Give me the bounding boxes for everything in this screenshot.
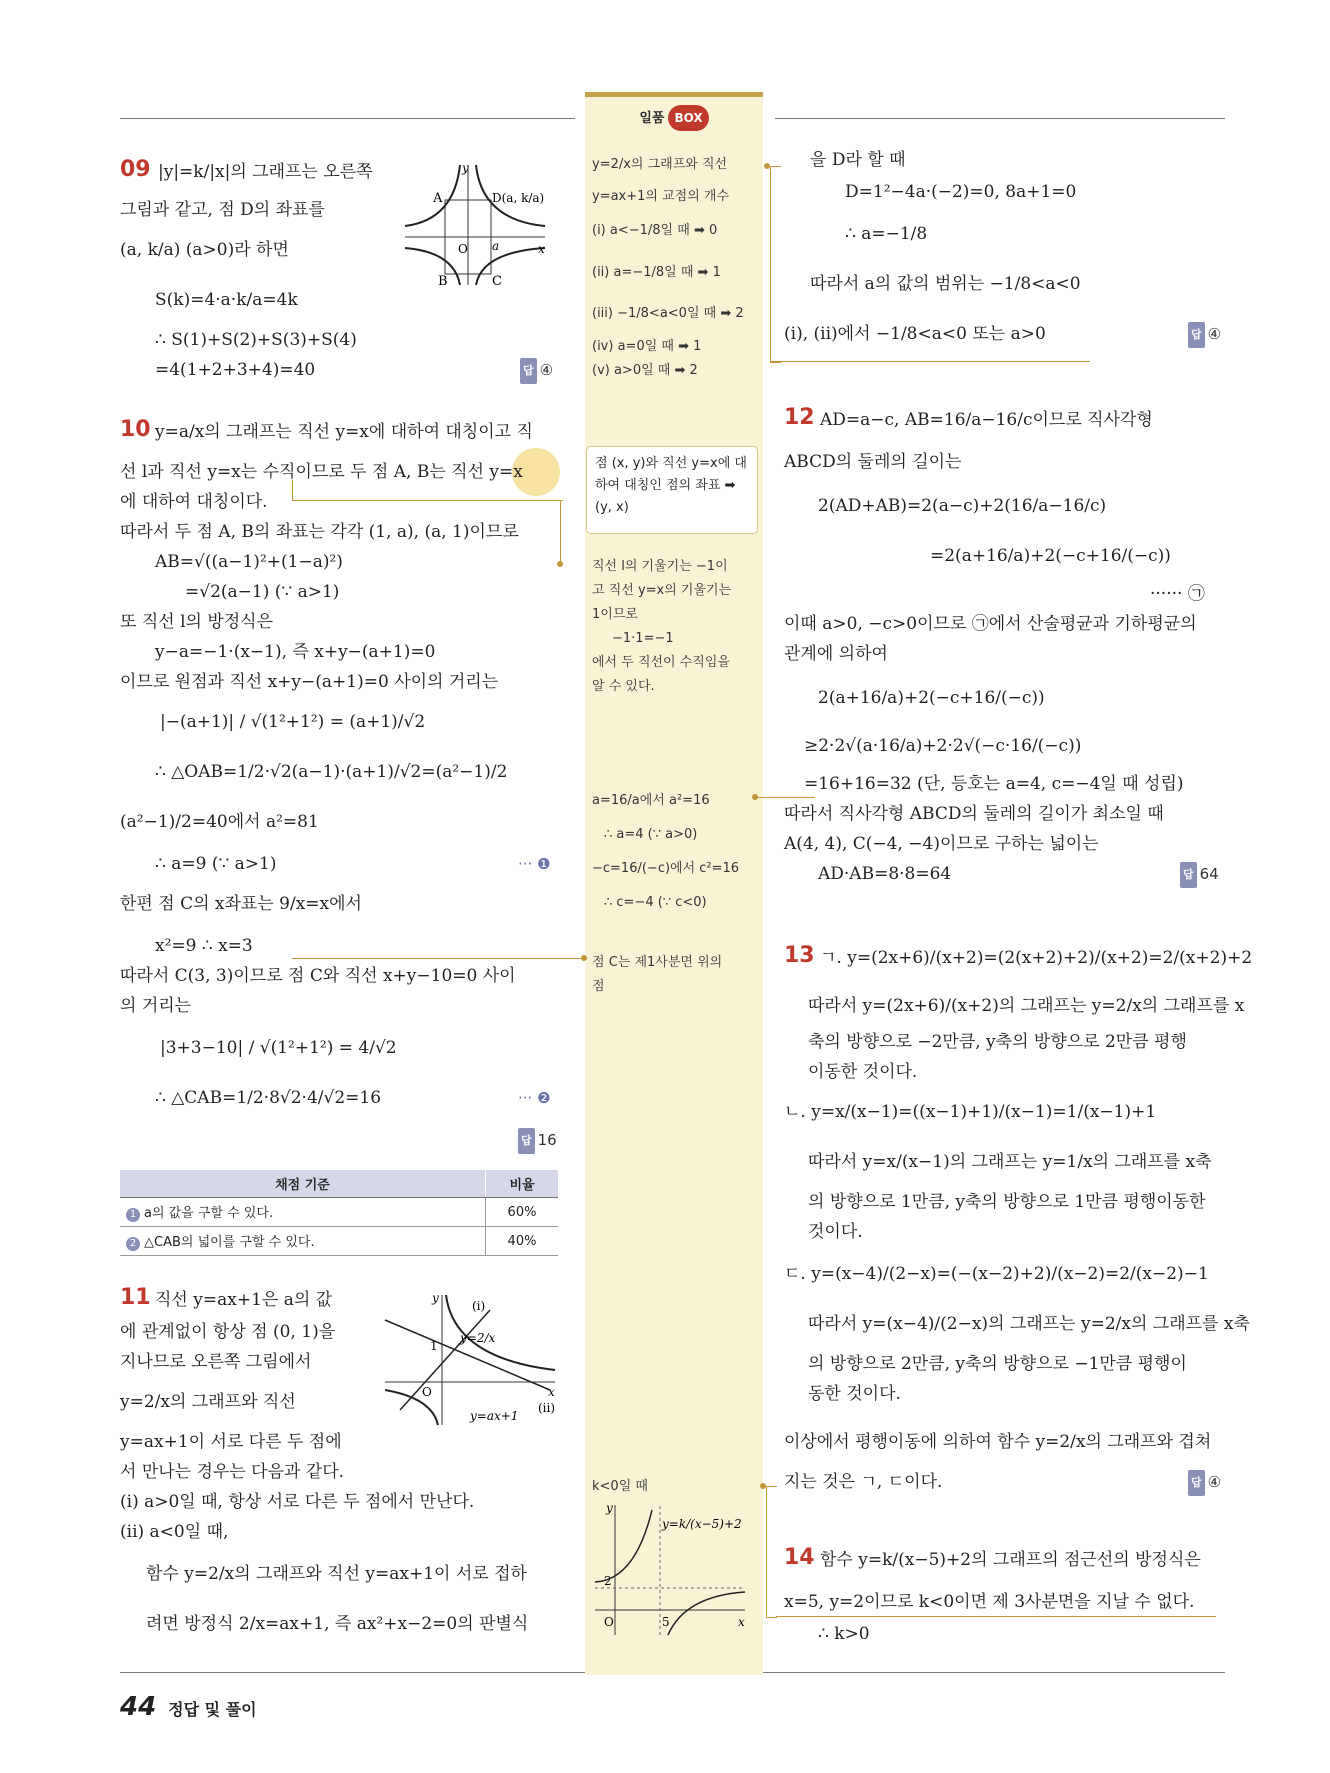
score-text-2: △CAB의 넓이를 구할 수 있다. (144, 1235, 315, 1250)
rt-line-4: (i), (ii)에서 −1/8<a<0 또는 a>0 (784, 324, 1046, 344)
graph11-x: x (548, 1385, 555, 1399)
box-title (585, 97, 763, 131)
p10-line-3: 따라서 두 점 A, B의 좌표는 각각 (1, a), (a, 1)이므로 (120, 522, 519, 542)
p09-line-3: S(k)=4·a·k/a=4k (155, 290, 298, 310)
p11-line-5: 서 만나는 경우는 다음과 같다. (120, 1462, 345, 1482)
connector-14-underline (776, 1616, 1216, 1617)
p11-line-1: 에 관계없이 항상 점 (0, 1)을 (120, 1322, 336, 1342)
sidebar-s1-1: y=ax+1의 교점의 개수 (592, 189, 730, 204)
p11-line-6: (i) a>0일 때, 항상 서로 다른 두 점에서 만난다. (120, 1492, 475, 1512)
p14-line-1: x=5, y=2이므로 k<0이면 제 3사분면을 지날 수 없다. (784, 1592, 1195, 1612)
p10-line-14: x²=9 ∴ x=3 (155, 936, 253, 956)
problem-10-number: 10 (120, 417, 151, 442)
connector-dot (581, 955, 587, 961)
sidebar-s3-3: ∴ c=−4 (∵ c<0) (604, 895, 707, 910)
sidebar-s3-2: −c=16/(−c)에서 c²=16 (592, 861, 740, 876)
graph-p09 (400, 160, 550, 290)
score-ratio-1: 60% (486, 1198, 559, 1227)
p12-line-9: =16+16=32 (단, 등호는 a=4, c=−4일 때 성립) (804, 774, 1184, 794)
box-title-text: 일품 (639, 111, 665, 126)
graph9-o: O (458, 242, 468, 256)
graph5-y-label: y (606, 1501, 613, 1515)
p13-answer-value: ④ (1207, 1473, 1222, 1491)
p11-line-4: y=ax+1이 서로 다른 두 점에 (120, 1432, 342, 1452)
problem-12-number: 12 (784, 405, 815, 430)
p13-line-3: 이동한 것이다. (808, 1062, 918, 1082)
p09-line-1: 그림과 같고, 점 D의 좌표를 (120, 200, 325, 220)
p10-marker-1: ··· ❶ (518, 855, 551, 873)
p09-line-4: ∴ S(1)+S(2)+S(3)+S(4) (155, 330, 357, 350)
graph5-five: 5 (662, 1615, 670, 1629)
ilpum-box-sidebar (585, 92, 763, 1675)
connector-14-s5 (766, 1486, 777, 1618)
graph-p11 (380, 1290, 560, 1430)
p12-line-4: ······ ㉠ (1150, 584, 1205, 604)
p12-line-6: 관계에 의하여 (784, 644, 888, 664)
p09-line-5: =4(1+2+3+4)=40 (155, 360, 316, 380)
p09-answer-value: ④ (539, 361, 554, 379)
connector-12-s3 (755, 797, 815, 798)
p13-line-10: 의 방향으로 2만큼, y축의 방향으로 −1만큼 평행이 (808, 1354, 1187, 1374)
graph9-x: x (538, 242, 545, 256)
problem-13-number: 13 (784, 943, 815, 968)
score-header-ratio: 비율 (486, 1170, 559, 1198)
p13-line-5: 따라서 y=x/(x−1)의 그래프는 y=1/x의 그래프를 x축 (808, 1152, 1212, 1172)
sidebar-s1-2: (i) a<−1/8일 때 ➡ 0 (592, 223, 718, 238)
p12-line-11: A(4, 4), C(−4, −4)이므로 구하는 넓이는 (784, 834, 1099, 854)
p10-line-0: y=a/x의 그래프는 직선 y=x에 대하여 대칭이고 직 (155, 422, 533, 442)
p10-line-16: 의 거리는 (120, 996, 192, 1016)
sidebar-s3-1: ∴ a=4 (∵ a>0) (604, 827, 698, 842)
p13-line-0: ㄱ. y=(2x+6)/(x+2)=(2(x+2)+2)/(x+2)=2/(x+2)+2 (820, 948, 1253, 968)
p13-line-12: 이상에서 평행이동에 의하여 함수 y=2/x의 그래프와 겹쳐 (784, 1432, 1212, 1452)
graph11-o: O (422, 1385, 432, 1399)
rt-answer: 답 ④ (1188, 322, 1221, 348)
p12-answer-value: 64 (1199, 865, 1219, 883)
graph11-line: y=ax+1 (470, 1409, 519, 1423)
p09-line-0: |y|=k/|x|의 그래프는 오른쪽 (158, 162, 373, 182)
p12-line-10: 따라서 직사각형 ABCD의 둘레의 길이가 최소일 때 (784, 804, 1164, 824)
p10-line-6: 또 직선 l의 방정식은 (120, 612, 274, 632)
sidebar-s4-0: 점 C는 제1사분면 위의 (592, 955, 723, 970)
score-table (120, 1170, 558, 1256)
graph5-two: 2 (604, 1574, 612, 1588)
score-ratio-2: 40% (486, 1227, 559, 1256)
connector-10-s4 (292, 958, 584, 959)
connector-10-s2 (560, 500, 561, 564)
graph9-y: y (462, 161, 469, 175)
p14-line-2: ∴ k>0 (818, 1624, 870, 1644)
p13-line-6: 의 방향으로 1만큼, y축의 방향으로 1만큼 평행이동한 (808, 1192, 1206, 1212)
p12-line-1: ABCD의 둘레의 길이는 (784, 452, 962, 472)
connector-dot (764, 163, 770, 169)
graph9-A: A (433, 191, 443, 206)
table-row (120, 1198, 558, 1227)
graph5-x-label: x (738, 1615, 745, 1629)
problem-14-number: 14 (784, 1545, 815, 1570)
score-header-criteria: 채점 기준 (120, 1170, 486, 1198)
rt-line-2: ∴ a=−1/8 (845, 224, 928, 244)
graph9-a: a (492, 239, 500, 253)
p10-line-10: ∴ △OAB=1/2·√2(a−1)·(a+1)/√2=(a²−1)/2 (155, 762, 508, 782)
p12-line-5: 이때 a>0, −c>0이므로 ㉠에서 산술평균과 기하평균의 (784, 614, 1197, 634)
graph11-curve: y=2/x (460, 1331, 496, 1345)
graph9-D: D(a, k/a) (492, 191, 545, 205)
p10-answer: 답 16 (518, 1128, 557, 1154)
graph11-ii: (ii) (538, 1401, 556, 1415)
p10-line-18: ∴ △CAB=1/2·8√2·4/√2=16 (155, 1088, 382, 1108)
p11-line-2: 지나므로 오른쪽 그림에서 (120, 1352, 312, 1372)
p11-line-9: 려면 방정식 2/x=ax+1, 즉 ax²+x−2=0의 판별식 (146, 1614, 529, 1634)
p11-line-0: 직선 y=ax+1은 a의 값 (155, 1290, 333, 1310)
p09-line-2: (a, k/a) (a>0)라 하면 (120, 240, 289, 260)
p13-line-4: ㄴ. y=x/(x−1)=((x−1)+1)/(x−1)=1/(x−1)+1 (784, 1102, 1157, 1122)
sidebar-s2-4: 에서 두 직선이 수직임을 (592, 655, 730, 670)
p10-line-4: AB=√((a−1)²+(1−a)²) (155, 552, 343, 572)
page-number: 44 (120, 1692, 157, 1722)
header-rule-right (775, 118, 1225, 119)
p14-line-0: 함수 y=k/(x−5)+2의 그래프의 점근선의 방정식은 (820, 1550, 1201, 1570)
p11-line-7: (ii) a<0일 때, (120, 1522, 229, 1542)
p10-line-15: 따라서 C(3, 3)이므로 점 C와 직선 x+y−10=0 사이 (120, 966, 516, 986)
graph11-one: 1 (430, 1339, 438, 1353)
p09-answer: 답 ④ (520, 358, 553, 384)
score-mark-2: 2 (126, 1237, 140, 1251)
p12-line-0: AD=a−c, AB=16/a−16/c이므로 직사각형 (820, 410, 1153, 430)
graph9-C: C (492, 274, 502, 289)
rt-answer-value: ④ (1207, 325, 1222, 343)
graph5-origin: O (604, 1615, 614, 1629)
p10-answer-value: 16 (537, 1131, 557, 1149)
sidebar-s1-5: (iv) a=0일 때 ➡ 1 (592, 339, 702, 354)
sidebar-s1-6: (v) a>0일 때 ➡ 2 (592, 363, 698, 378)
p13-answer: 답 ④ (1188, 1470, 1221, 1496)
page-footer (120, 1692, 257, 1722)
p10-line-9: |−(a+1)| / √(1²+1²) = (a+1)/√2 (160, 712, 426, 732)
p10-line-2: 에 대하여 대칭이다. (120, 492, 268, 512)
sidebar-s2-5: 알 수 있다. (592, 679, 655, 694)
rt-line-3: 따라서 a의 값의 범위는 −1/8<a<0 (810, 274, 1081, 294)
p13-line-7: 것이다. (808, 1222, 863, 1242)
p12-answer: 답 64 (1180, 862, 1219, 888)
p10-line-5: =√2(a−1) (∵ a>1) (185, 582, 340, 602)
connector-dot (760, 1483, 766, 1489)
graph5-curve-label: y=k/(x−5)+2 (662, 1517, 742, 1531)
score-mark-1: 1 (126, 1208, 140, 1222)
p13-line-13: 지는 것은 ㄱ, ㄷ이다. (784, 1472, 943, 1492)
problem-09-number: 09 (120, 157, 151, 182)
sidebar-s4-1: 점 (592, 979, 605, 994)
p12-line-2: 2(AD+AB)=2(a−c)+2(16/a−16/c) (818, 496, 1107, 516)
graph-k-negative (590, 1500, 750, 1640)
box-badge: BOX (668, 105, 708, 131)
p13-line-9: 따라서 y=(x−4)/(2−x)의 그래프는 y=2/x의 그래프를 x축 (808, 1314, 1250, 1334)
sidebar-s5-title: k<0일 때 (592, 1479, 648, 1494)
p10-line-13: 한편 점 C의 x좌표는 9/x=x에서 (120, 894, 362, 914)
p12-line-8: ≥2·2√(a·16/a)+2·2√(−c·16/(−c)) (804, 736, 1082, 756)
p12-line-7: 2(a+16/a)+2(−c+16/(−c)) (818, 688, 1045, 708)
rt-line-0: 을 D라 할 때 (810, 150, 906, 170)
graph9-B: B (438, 274, 448, 289)
sidebar-s1-4: (iii) −1/8<a<0일 때 ➡ 2 (592, 306, 744, 321)
sidebar-s1-0: y=2/x의 그래프와 직선 (592, 157, 728, 172)
note-symmetric-point: 점 (x, y)와 직선 y=x에 대하여 대칭인 점의 좌표 ➡ (y, x) (586, 446, 758, 534)
sidebar-s1-3: (ii) a=−1/8일 때 ➡ 1 (592, 265, 721, 280)
p12-line-3: =2(a+16/a)+2(−c+16/(−c)) (930, 546, 1171, 566)
footer-label: 정답 및 풀이 (168, 1700, 257, 1719)
p10-line-8: 이므로 원점과 직선 x+y−(a+1)=0 사이의 거리는 (120, 672, 499, 692)
problem-11-number: 11 (120, 1285, 151, 1310)
sidebar-s2-1: 고 직선 y=x의 기울기는 (592, 583, 732, 598)
p11-line-8: 함수 y=2/x의 그래프와 직선 y=ax+1이 서로 접하 (146, 1564, 527, 1584)
graph11-y: y (432, 1291, 439, 1305)
sidebar-s2-0: 직선 l의 기울기는 −1이 (592, 559, 728, 574)
sidebar-s3-0: a=16/a에서 a²=16 (592, 793, 710, 808)
p10-line-7: y−a=−1·(x−1), 즉 x+y−(a+1)=0 (155, 642, 436, 662)
header-rule-left (120, 118, 575, 119)
p13-line-11: 동한 것이다. (808, 1384, 901, 1404)
connector-11-sidebar (770, 166, 781, 363)
p10-line-11: (a²−1)/2=40에서 a²=81 (120, 812, 319, 832)
p10-marker-2: ··· ❷ (518, 1089, 551, 1107)
score-text-1: a의 값을 구할 수 있다. (144, 1206, 274, 1221)
p12-line-12: AD·AB=8·8=64 (818, 864, 952, 884)
connector-bottom-right (770, 361, 1090, 362)
connector-dot (557, 561, 563, 567)
sidebar-s2-2: 1이므로 (592, 607, 638, 622)
table-row (120, 1227, 558, 1256)
sidebar-s2-3: −1·1=−1 (612, 631, 674, 646)
p11-line-3: y=2/x의 그래프와 직선 (120, 1392, 296, 1412)
graph11-i: (i) (472, 1299, 486, 1313)
p10-line-12: ∴ a=9 (∵ a>1) (155, 854, 277, 874)
p13-line-8: ㄷ. y=(x−4)/(2−x)=(−(x−2)+2)/(x−2)=2/(x−2)−1 (784, 1264, 1209, 1284)
p10-line-1: 선 l과 직선 y=x는 수직이므로 두 점 A, B는 직선 y=x (120, 462, 523, 482)
p10-line-17: |3+3−10| / √(1²+1²) = 4/√2 (160, 1038, 397, 1058)
rt-line-1: D=1²−4a·(−2)=0, 8a+1=0 (845, 182, 1077, 202)
p13-line-2: 축의 방향으로 −2만큼, y축의 방향으로 2만큼 평행 (808, 1032, 1187, 1052)
connector-dot (752, 794, 758, 800)
p13-line-1: 따라서 y=(2x+6)/(x+2)의 그래프는 y=2/x의 그래프를 x (808, 996, 1245, 1016)
